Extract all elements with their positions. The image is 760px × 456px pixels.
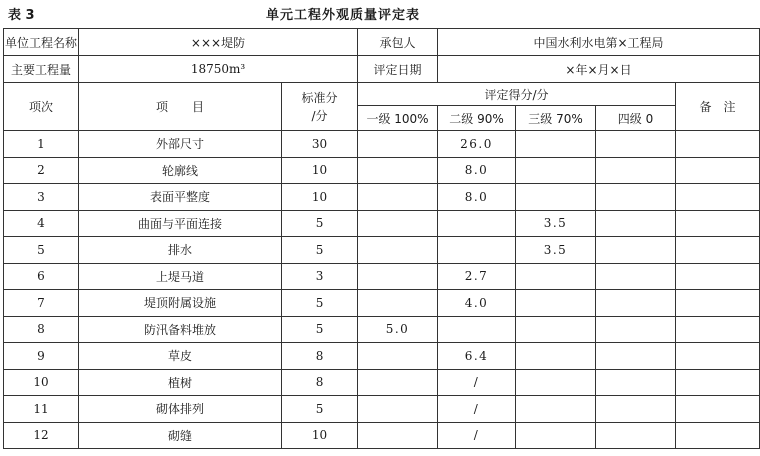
row-grade1 xyxy=(358,396,438,423)
row-grade3 xyxy=(516,263,596,290)
table-caption xyxy=(0,4,686,24)
table-number: 表 3 xyxy=(8,8,35,23)
row-grade2: 8.0 xyxy=(438,184,516,211)
header-grade2: 二级 90% xyxy=(438,106,516,131)
header-item: 项 目 xyxy=(79,83,282,131)
header-remark: 备 注 xyxy=(676,83,760,131)
header-standard: 标准分 /分 xyxy=(282,83,358,131)
row-grade2 xyxy=(438,237,516,264)
row-seq: 8 xyxy=(4,316,79,343)
row-item: 轮廓线 xyxy=(79,157,282,184)
row-standard: 30 xyxy=(282,131,358,158)
row-standard: 5 xyxy=(282,237,358,264)
header-grade4: 四级 0 xyxy=(596,106,676,131)
row-standard: 5 xyxy=(282,316,358,343)
row-standard: 10 xyxy=(282,422,358,449)
row-grade4 xyxy=(596,131,676,158)
row-seq: 7 xyxy=(4,290,79,317)
table-row xyxy=(4,422,760,449)
row-grade1 xyxy=(358,263,438,290)
row-item: 防汛备料堆放 xyxy=(79,316,282,343)
row-grade4 xyxy=(596,263,676,290)
evaluation-table xyxy=(3,28,760,449)
row-grade4 xyxy=(596,316,676,343)
row-grade3 xyxy=(516,184,596,211)
row-item: 堤顶附属设施 xyxy=(79,290,282,317)
row-grade3 xyxy=(516,369,596,396)
table-row xyxy=(4,184,760,211)
row-grade4 xyxy=(596,157,676,184)
row-standard: 8 xyxy=(282,343,358,370)
row-remark xyxy=(676,131,760,158)
row-grade4 xyxy=(596,237,676,264)
contractor-label: 承包人 xyxy=(358,29,438,56)
row-seq: 12 xyxy=(4,422,79,449)
row-grade3 xyxy=(516,131,596,158)
row-seq: 1 xyxy=(4,131,79,158)
contractor-value: 中国水利水电第×工程局 xyxy=(438,29,760,56)
row-seq: 2 xyxy=(4,157,79,184)
row-grade1 xyxy=(358,343,438,370)
row-grade3 xyxy=(516,157,596,184)
row-remark xyxy=(676,369,760,396)
row-grade1 xyxy=(358,369,438,396)
row-remark xyxy=(676,316,760,343)
row-grade4 xyxy=(596,210,676,237)
unit-project-label: 单位工程名称 xyxy=(4,29,79,56)
row-standard: 5 xyxy=(282,210,358,237)
eval-date-label: 评定日期 xyxy=(358,56,438,83)
row-grade2 xyxy=(438,210,516,237)
row-grade2: 4.0 xyxy=(438,290,516,317)
row-seq: 4 xyxy=(4,210,79,237)
row-standard: 8 xyxy=(282,369,358,396)
main-quantity-label: 主要工程量 xyxy=(4,56,79,83)
row-item: 植树 xyxy=(79,369,282,396)
row-item: 表面平整度 xyxy=(79,184,282,211)
table-title: 单元工程外观质量评定表 xyxy=(265,8,420,23)
row-grade3 xyxy=(516,396,596,423)
row-grade3 xyxy=(516,290,596,317)
row-grade3 xyxy=(516,422,596,449)
row-grade2: / xyxy=(438,396,516,423)
row-item: 排水 xyxy=(79,237,282,264)
row-grade3: 3.5 xyxy=(516,237,596,264)
row-seq: 10 xyxy=(4,369,79,396)
row-standard: 5 xyxy=(282,396,358,423)
table-row xyxy=(4,369,760,396)
row-grade1: 5.0 xyxy=(358,316,438,343)
table-row xyxy=(4,210,760,237)
table-row xyxy=(4,396,760,423)
row-standard: 10 xyxy=(282,157,358,184)
row-grade1 xyxy=(358,131,438,158)
row-grade4 xyxy=(596,369,676,396)
row-grade1 xyxy=(358,157,438,184)
info-row-project xyxy=(4,29,760,56)
table-row xyxy=(4,157,760,184)
row-grade3 xyxy=(516,316,596,343)
row-grade4 xyxy=(596,184,676,211)
unit-project-value: ×××堤防 xyxy=(79,29,358,56)
eval-date-value: ×年×月×日 xyxy=(438,56,760,83)
row-grade2: / xyxy=(438,369,516,396)
row-grade2: 8.0 xyxy=(438,157,516,184)
row-grade2 xyxy=(438,316,516,343)
row-seq: 6 xyxy=(4,263,79,290)
row-standard: 10 xyxy=(282,184,358,211)
row-item: 砌缝 xyxy=(79,422,282,449)
header-score-group: 评定得分/分 xyxy=(358,83,676,106)
row-remark xyxy=(676,343,760,370)
row-seq: 11 xyxy=(4,396,79,423)
row-grade1 xyxy=(358,290,438,317)
header-grade1: 一级 100% xyxy=(358,106,438,131)
row-remark xyxy=(676,422,760,449)
main-quantity-value: 18750m³ xyxy=(79,56,358,83)
row-grade3 xyxy=(516,343,596,370)
row-grade3: 3.5 xyxy=(516,210,596,237)
row-grade1 xyxy=(358,422,438,449)
row-remark xyxy=(676,157,760,184)
row-remark xyxy=(676,290,760,317)
row-grade2: / xyxy=(438,422,516,449)
row-grade2: 26.0 xyxy=(438,131,516,158)
row-remark xyxy=(676,263,760,290)
row-remark xyxy=(676,184,760,211)
row-grade1 xyxy=(358,237,438,264)
row-grade2: 6.4 xyxy=(438,343,516,370)
row-remark xyxy=(676,396,760,423)
row-grade2: 2.7 xyxy=(438,263,516,290)
header-grade3: 三级 70% xyxy=(516,106,596,131)
row-grade1 xyxy=(358,184,438,211)
table-row xyxy=(4,290,760,317)
header-row-1 xyxy=(4,83,760,106)
row-standard: 3 xyxy=(282,263,358,290)
row-item: 砌体排列 xyxy=(79,396,282,423)
row-remark xyxy=(676,210,760,237)
table-row xyxy=(4,237,760,264)
row-grade4 xyxy=(596,343,676,370)
row-item: 曲面与平面连接 xyxy=(79,210,282,237)
table-row xyxy=(4,343,760,370)
row-seq: 9 xyxy=(4,343,79,370)
row-item: 草皮 xyxy=(79,343,282,370)
header-seq: 项次 xyxy=(4,83,79,131)
row-item: 外部尺寸 xyxy=(79,131,282,158)
row-grade1 xyxy=(358,210,438,237)
row-remark xyxy=(676,237,760,264)
row-grade4 xyxy=(596,290,676,317)
info-row-quantity xyxy=(4,56,760,83)
row-seq: 5 xyxy=(4,237,79,264)
row-seq: 3 xyxy=(4,184,79,211)
row-grade4 xyxy=(596,422,676,449)
table-row xyxy=(4,131,760,158)
table-row xyxy=(4,263,760,290)
row-standard: 5 xyxy=(282,290,358,317)
row-grade4 xyxy=(596,396,676,423)
row-item: 上堤马道 xyxy=(79,263,282,290)
table-row xyxy=(4,316,760,343)
